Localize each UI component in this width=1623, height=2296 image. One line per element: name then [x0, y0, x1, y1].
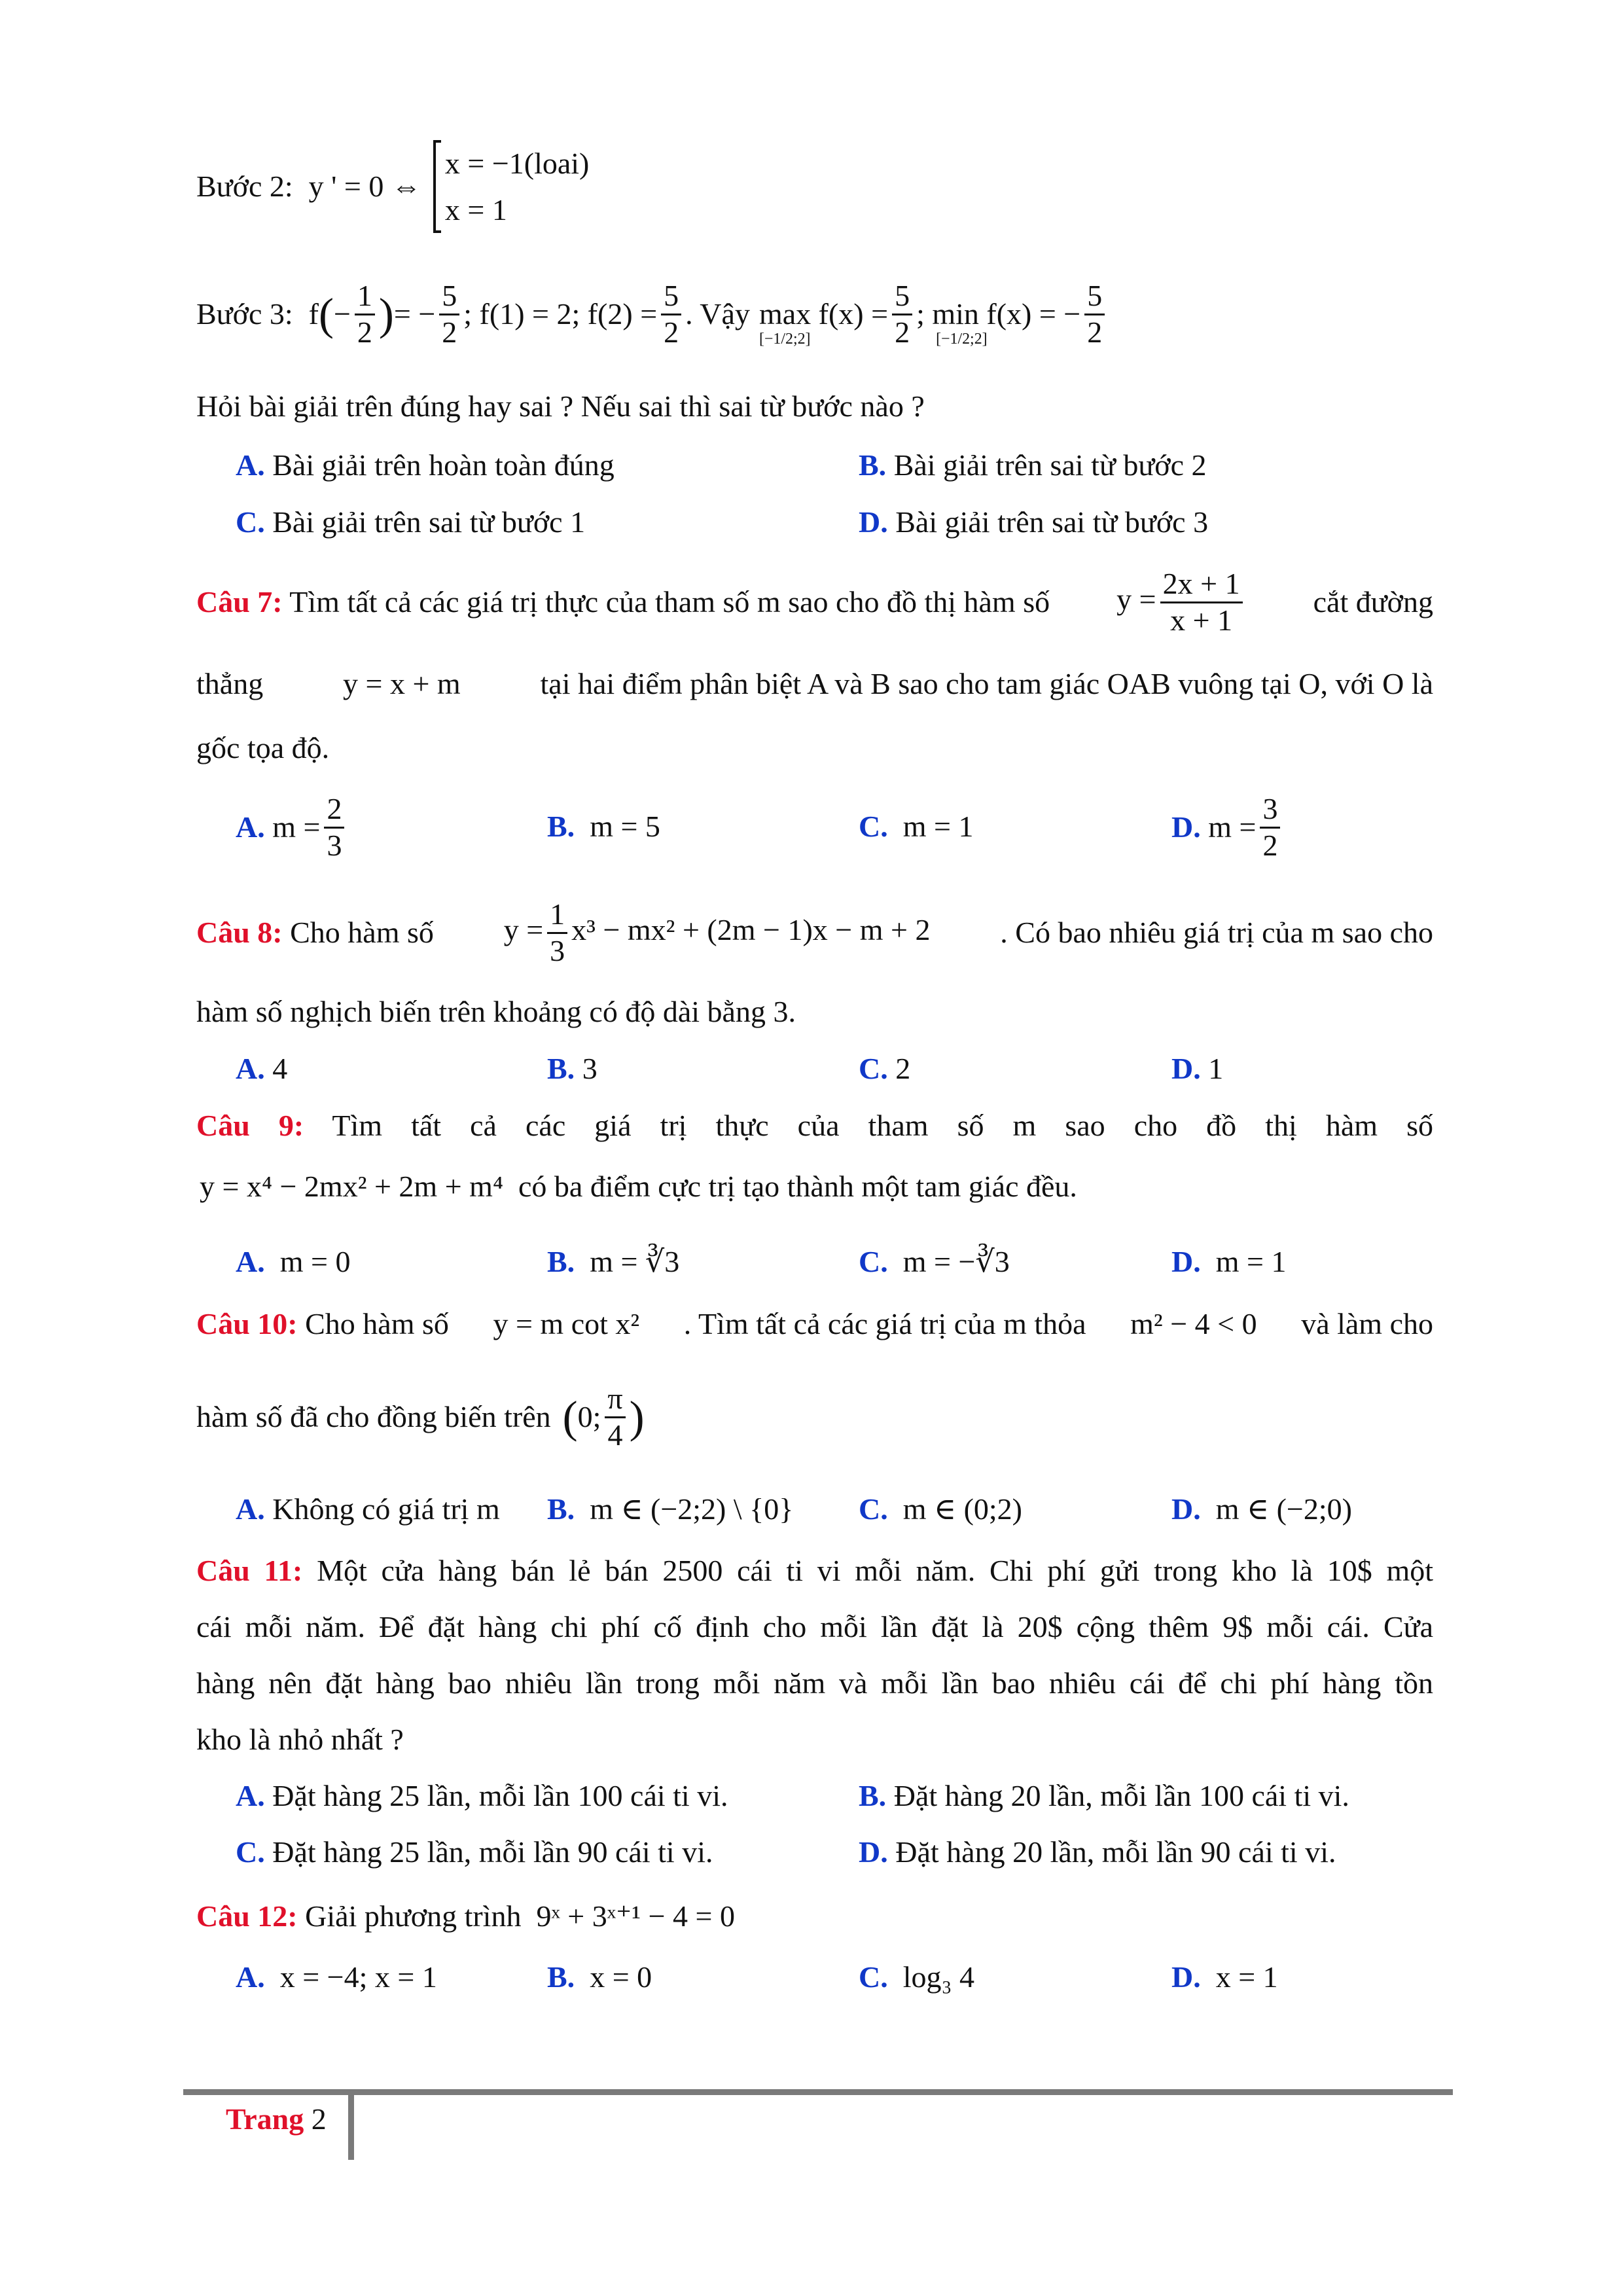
step2-case1: x = −1(loai): [444, 146, 590, 180]
step3-five-b: $\frac{5}{2}$: [661, 279, 681, 350]
q6-option-b: B. Bài giải trên sai từ bước 2: [859, 448, 1207, 482]
q8-option-d: D. 1: [1171, 1052, 1224, 1085]
q12-line1: Câu 12: Giải phương trình 9ˣ + 3ˣ⁺¹ − 4 = 0: [196, 1899, 735, 1933]
step3-min-range: [−1/2;2]: [936, 331, 988, 348]
step3-end: . Vậy: [685, 297, 750, 331]
q6-option-c: C. Bài giải trên sai từ bước 1: [236, 505, 586, 539]
step3-five-d: $\frac{5}{2}$: [1084, 279, 1105, 350]
q9-option-d: D. m = 1: [1171, 1245, 1287, 1278]
q10-option-d: D. m ∈ (−2;0): [1171, 1492, 1352, 1526]
q12-label: Câu 12:: [196, 1899, 298, 1933]
q12-option-c: C. log₃ 4: [859, 1960, 975, 1994]
step3-line: Bước 3: f ( − $\frac{1}{2}$ ) = − $\frac{5}{2}$ ; f(1) = 2; f(2) = $\frac{5}{2}$ . Vậy max f(x) = [−1/2;2] $\frac{5}{2}$ ; min f(x) = − [−1/2;2] $\frac{5}{2}$: [196, 265, 1109, 363]
q10-line1: Câu 10: Cho hàm số y = m cot x² . Tìm tất cả các giá trị của m thỏa m² − 4 < 0 và làm cho: [196, 1307, 1433, 1340]
step2-line: [196, 134, 589, 239]
q11-option-b: B. Đặt hàng 20 lần, mỗi lần 100 cái ti vi.: [859, 1779, 1349, 1812]
q9-line2: y = x⁴ − 2mx² + 2m + m⁴ có ba điểm cực trị tạo thành một tam giác đều.: [200, 1170, 1077, 1203]
q10-option-c: C. m ∈ (0;2): [859, 1492, 1022, 1526]
step2-system: [433, 140, 590, 234]
q8-line2: hàm số nghịch biến trên khoảng có độ dài bằng 3.: [196, 995, 796, 1028]
step3-half: $\frac{1}{2}$: [355, 279, 375, 350]
q11-option-a: A. Đặt hàng 25 lần, mỗi lần 100 cái ti vi.: [236, 1779, 728, 1812]
footer-divider: [348, 2094, 354, 2160]
q10-expression: y = m cot x²: [493, 1307, 640, 1340]
step2-label: Bước 2:: [196, 170, 293, 203]
step3-max-range: [−1/2;2]: [758, 331, 811, 348]
q8-label: Câu 8:: [196, 916, 283, 949]
q11-line4: kho là nhỏ nhất ?: [196, 1723, 404, 1756]
q11-line2: cái mỗi năm. Để đặt hàng chi phí cố định cho mỗi lần đặt là 20$ cộng thêm 9$ mỗi cái. Cửa: [196, 1610, 1433, 1643]
q7-option-d: D. m = $\frac{3}{2}$: [1171, 792, 1284, 863]
step3-min: ; min f(x) = − [−1/2;2]: [916, 297, 1081, 348]
q6-option-a: A. Bài giải trên hoàn toàn đúng: [236, 448, 615, 482]
q10-label: Câu 10:: [196, 1307, 298, 1340]
step3-label: Bước 3:: [196, 297, 293, 331]
q7-line-equation: y = x + m: [343, 667, 461, 700]
q11-line1: Câu 11: Một cửa hàng bán lẻ bán 2500 cái ti vi mỗi năm. Chi phí gửi trong kho là 10$ một: [196, 1554, 1434, 1587]
step3-five-c: $\frac{5}{2}$: [892, 279, 912, 350]
q7-option-a: A. m = $\frac{2}{3}$: [236, 792, 348, 863]
step3-f: f: [308, 297, 319, 331]
footer-label: Trang: [226, 2102, 304, 2136]
q7-line3: gốc tọa độ.: [196, 731, 330, 764]
q8-line1: Câu 8: Cho hàm số y = $\frac{1}{3}$ x³ − mx² + (2m − 1)x − m + 2 . Có bao nhiêu giá trị của m sao cho: [196, 897, 1433, 967]
q7-option-c: C. m = 1: [859, 810, 974, 843]
page-number: 2: [311, 2102, 327, 2136]
q11-option-c: C. Đặt hàng 25 lần, mỗi lần 90 cái ti vi.: [236, 1835, 713, 1869]
q9-option-c: C. m = −∛3: [859, 1245, 1010, 1278]
q10-option-b: B. m ∈ (−2;2) \ {0}: [547, 1492, 794, 1526]
step3-mid: ; f(1) = 2; f(2) =: [463, 297, 658, 331]
q9-option-a: A. m = 0: [236, 1245, 351, 1278]
q10-option-a: A. Không có giá trị m: [236, 1492, 500, 1526]
page-footer: [226, 2104, 327, 2134]
q9-option-b: B. m = ∛3: [547, 1245, 680, 1278]
q10-line2: hàm số đã cho đồng biến trên ( 0; $\frac{\pi}{4}$ ): [196, 1381, 645, 1452]
q11-label: Câu 11:: [196, 1554, 303, 1587]
step3-eq1: = −: [393, 297, 436, 331]
q10-condition: m² − 4 < 0: [1130, 1307, 1257, 1340]
footer-rule: [183, 2089, 1453, 2095]
q11-option-d: D. Đặt hàng 20 lần, mỗi lần 90 cái ti vi.: [859, 1835, 1336, 1869]
q7-option-b: B. m = 5: [547, 810, 660, 843]
step2-equation: y ' = 0 ⇔: [308, 170, 421, 203]
q12-option-b: B. x = 0: [547, 1960, 652, 1994]
step3-max: max f(x) = [−1/2;2]: [758, 297, 889, 348]
q9-expression: y = x⁴ − 2mx² + 2m + m⁴: [200, 1170, 503, 1203]
q12-option-d: D. x = 1: [1171, 1960, 1278, 1994]
step2-case2: x = 1: [444, 193, 507, 226]
q6-question: Hỏi bài giải trên đúng hay sai ? Nếu sai thì sai từ bước nào ?: [196, 389, 925, 423]
q8-expression: x³ − mx² + (2m − 1)x − m + 2: [571, 912, 931, 946]
q7-label: Câu 7:: [196, 585, 283, 619]
q8-option-a: A. 4: [236, 1052, 288, 1085]
q6-option-d: D. Bài giải trên sai từ bước 3: [859, 505, 1209, 539]
q8-fraction: $\frac{1}{3}$: [547, 897, 567, 969]
q7-fraction: $\frac{2x + 1}{x + 1}$: [1160, 567, 1243, 638]
q7-line2: thẳng y = x + m tại hai điểm phân biệt A và B sao cho tam giác OAB vuông tại O, với O là: [196, 667, 1433, 700]
q12-expression: 9ˣ + 3ˣ⁺¹ − 4 = 0: [536, 1899, 735, 1933]
q9-label: Câu 9:: [196, 1109, 304, 1142]
q9-line1: Câu 9: Tìm tất cả các giá trị thực của tham số m sao cho đồ thị hàm số: [196, 1109, 1433, 1142]
q10-pi-over-4: $\frac{\pi}{4}$: [605, 1382, 625, 1453]
q12-option-a: A. x = −4; x = 1: [236, 1960, 437, 1994]
step3-five-a: $\frac{5}{2}$: [439, 279, 459, 350]
q8-option-c: C. 2: [859, 1052, 911, 1085]
q7-line1: Câu 7: Tìm tất cả các giá trị thực của tham số m sao cho đồ thị hàm số y = $\frac{2x + 1}{x + 1}$ cắt đường: [196, 566, 1433, 637]
q11-line3: hàng nên đặt hàng bao nhiêu lần trong mỗi năm và mỗi lần bao nhiêu cái để chi phí hàng tồn: [196, 1666, 1433, 1700]
q8-option-b: B. 3: [547, 1052, 597, 1085]
